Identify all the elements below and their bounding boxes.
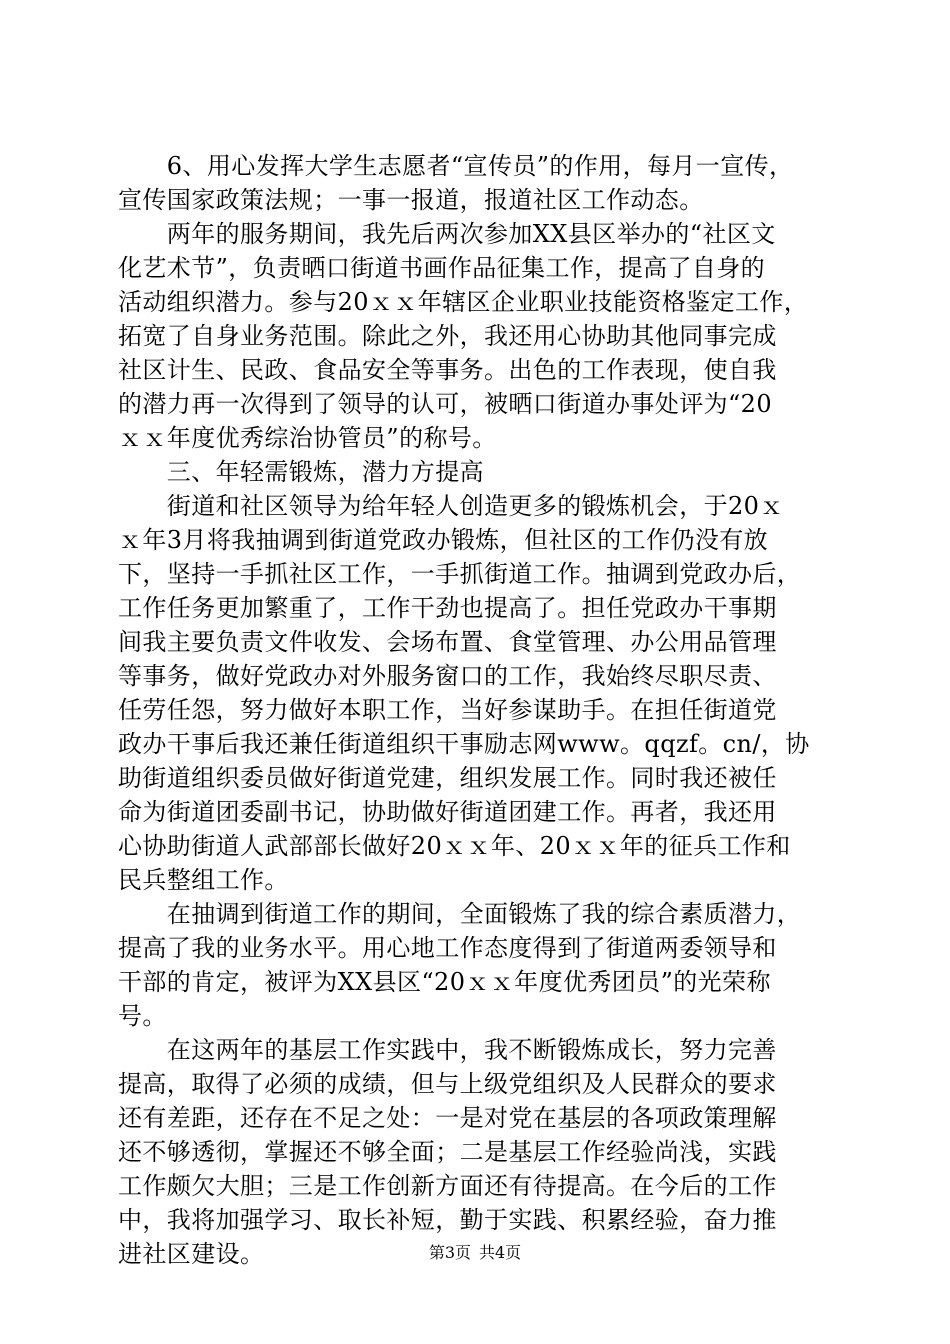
text-line: 命为街道团委副书记，协助做好街道团建工作。再者，我还用 xyxy=(118,798,777,826)
text-line: 间我主要负责文件收发、会场布置、食堂管理、办公用品管理 xyxy=(118,628,777,656)
text-line: 活动组织潜力。参与20ｘｘ年辖区企业职业技能资格鉴定工作， xyxy=(118,288,809,316)
text-line: 工作任务更加繁重了，工作干劲也提高了。担任党政办干事期 xyxy=(118,594,777,622)
text-line: 号。 xyxy=(118,1002,167,1030)
text-line: 的潜力再一次得到了领导的认可，被晒口街道办事处评为“20 xyxy=(118,390,773,418)
text-line: 进社区建设。 xyxy=(118,1240,265,1268)
text-line: 干部的肯定，被评为XX县区“20ｘｘ年度优秀团员”的光荣称 xyxy=(118,968,771,996)
text-line: 等事务，做好党政办对外服务窗口的工作，我始终尽职尽责、 xyxy=(118,662,777,690)
text-line: 提高了我的业务水平。用心地工作态度得到了街道两委领导和 xyxy=(118,934,777,962)
text-line: 中，我将加强学习、取长补短，勤于实践、积累经验，奋力推 xyxy=(118,1206,777,1234)
text-line: 下，坚持一手抓社区工作，一手抓街道工作。抽调到党政办后， xyxy=(118,560,802,588)
text-line: 心协助街道人武部部长做好20ｘｘ年、20ｘｘ年的征兵工作和 xyxy=(118,832,791,860)
text-line: 任劳任怨，努力做好本职工作，当好参谋助手。在担任街道党 xyxy=(118,696,777,724)
text-line: 化艺术节”，负责晒口街道书画作品征集工作，提高了自身的 xyxy=(118,254,766,282)
text-line: 街道和社区领导为给年轻人创造更多的锻炼机会，于20ｘ xyxy=(118,492,784,520)
text-line: 拓宽了自身业务范围。除此之外，我还用心协助其他同事完成 xyxy=(118,322,777,350)
text-line: 在这两年的基层工作实践中，我不断锻炼成长，努力完善 xyxy=(118,1036,777,1064)
text-line: ｘｘ年度优秀综治协管员”的称号。 xyxy=(118,424,497,452)
page-number: 第3页 xyxy=(428,1243,471,1262)
text-line: 社区计生、民政、食品安全等事务。出色的工作表现，使自我 xyxy=(118,356,777,384)
page-total: 共4页 xyxy=(479,1243,522,1262)
text-line: 提高，取得了必须的成绩，但与上级党组织及人民群众的要求 xyxy=(118,1070,777,1098)
text-line: 在抽调到街道工作的期间，全面锻炼了我的综合素质潜力， xyxy=(118,900,802,928)
text-line: 三、年轻需锻炼，潜力方提高 xyxy=(118,458,484,486)
text-line: 还有差距，还存在不足之处：一是对党在基层的各项政策理解 xyxy=(118,1104,777,1132)
text-line: 民兵整组工作。 xyxy=(118,866,289,894)
text-line: ｘ年3月将我抽调到街道党政办锻炼，但社区的工作仍没有放 xyxy=(118,526,769,554)
page-footer xyxy=(0,1243,950,1263)
text-line: 还不够透彻，掌握还不够全面；二是基层工作经验尚浅，实践 xyxy=(118,1138,777,1166)
text-line: 6、用心发挥大学生志愿者“宣传员”的作用，每月一宣传， xyxy=(118,152,794,180)
text-line: 助街道组织委员做好街道党建，组织发展工作。同时我还被任 xyxy=(118,764,777,792)
document-body xyxy=(118,149,838,1271)
text-line: 宣传国家政策法规；一事一报道，报道社区工作动态。 xyxy=(118,186,704,214)
text-line: 工作颇欠大胆；三是工作创新方面还有待提高。在今后的工作 xyxy=(118,1172,777,1200)
text-line: 两年的服务期间，我先后两次参加XX县区举办的“社区文 xyxy=(118,220,776,248)
text-line: 政办干事后我还兼任街道组织干事励志网www。qqzf。cn/，协 xyxy=(118,730,810,758)
